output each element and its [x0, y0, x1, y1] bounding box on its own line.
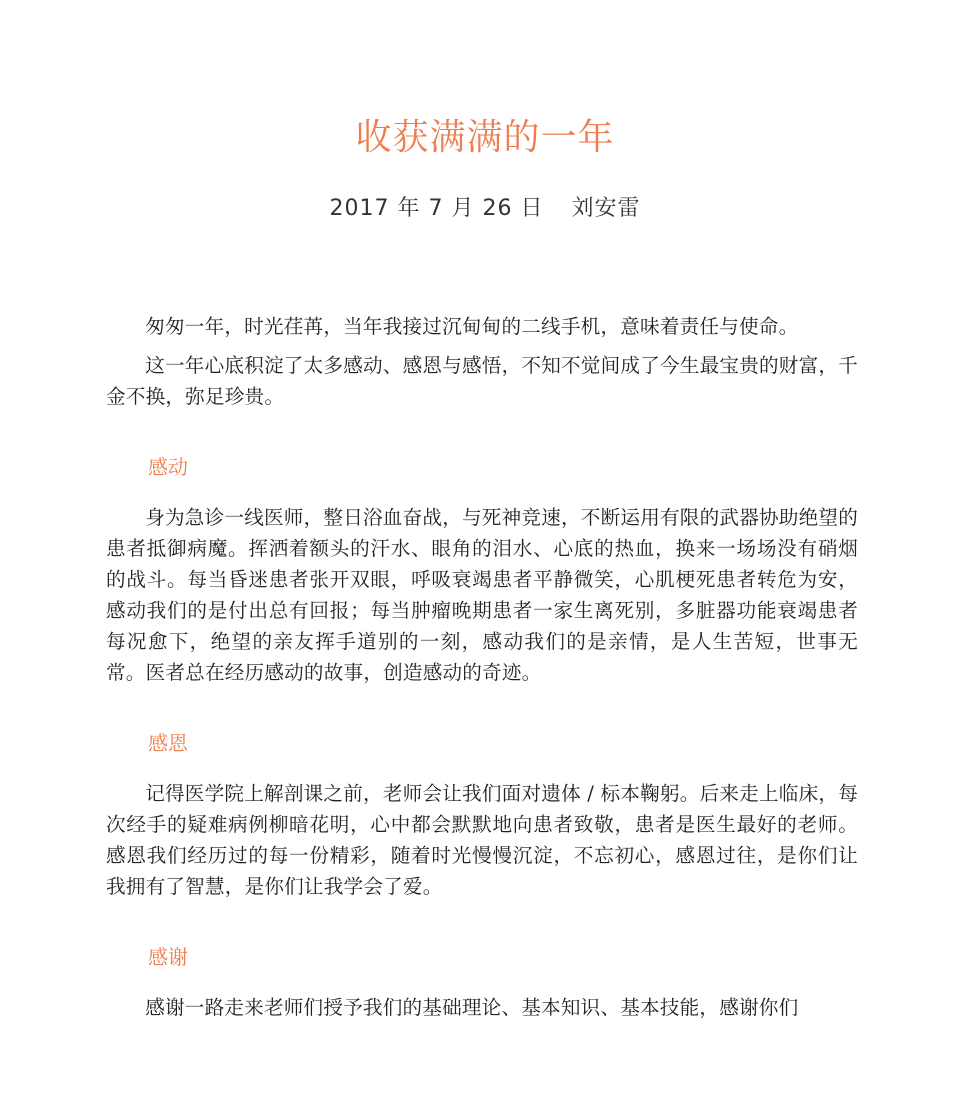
intro-paragraph-2: 这一年心底积淀了太多感动、感恩与感悟，不知不觉间成了今生最宝贵的财富，千金不换，弥足珍贵。 — [106, 354, 858, 408]
section-heading-ganxie: 感谢 — [148, 945, 188, 969]
intro-paragraph-1: 匆匆一年，时光荏苒，当年我接过沉甸甸的二线手机，意味着责任与使命。 — [145, 315, 799, 338]
article-body — [106, 311, 858, 1023]
section-paragraph-ganen: 记得医学院上解剖课之前，老师会让我们面对遗体 / 标本鞠躬。后来走上临床，每次经手的疑难病例柳暗花明，心中都会默默地向患者致敬，患者是医生最好的老师。感恩我们经历过的每一份精彩，随着时光慢慢沉淀，不忘初心，感恩过往，是你们让我拥有了智慧，是你们让我学会了爱。 — [106, 782, 858, 898]
section-heading-gandong: 感动 — [148, 455, 188, 479]
section-heading-ganen: 感恩 — [148, 731, 188, 755]
article-byline — [0, 193, 970, 225]
article-author: 刘安雷 — [571, 196, 641, 221]
section-paragraph-ganxie: 感谢一路走来老师们授予我们的基础理论、基本知识、基本技能，感谢你们 — [145, 996, 799, 1019]
article-date: 2017 年 7 月 26 日 — [329, 196, 544, 221]
article-title: 收获满满的一年 — [355, 117, 615, 158]
section-paragraph-gandong: 身为急诊一线医师，整日浴血奋战，与死神竞速，不断运用有限的武器协助绝望的患者抵御病魔。挥洒着额头的汗水、眼角的泪水、心底的热血，换来一场场没有硝烟的战斗。每当昏迷患者张开双眼，呼吸衰竭患者平静微笑，心肌梗死患者转危为安，感动我们的是付出总有回报；每当肿瘤晚期患者一家生离死别，多脏器功能衰竭患者每况愈下，绝望的亲友挥手道别的一刻，感动我们的是亲情，是人生苦短，世事无常。医者总在经历感动的故事，创造感动的奇迹。 — [106, 506, 858, 684]
